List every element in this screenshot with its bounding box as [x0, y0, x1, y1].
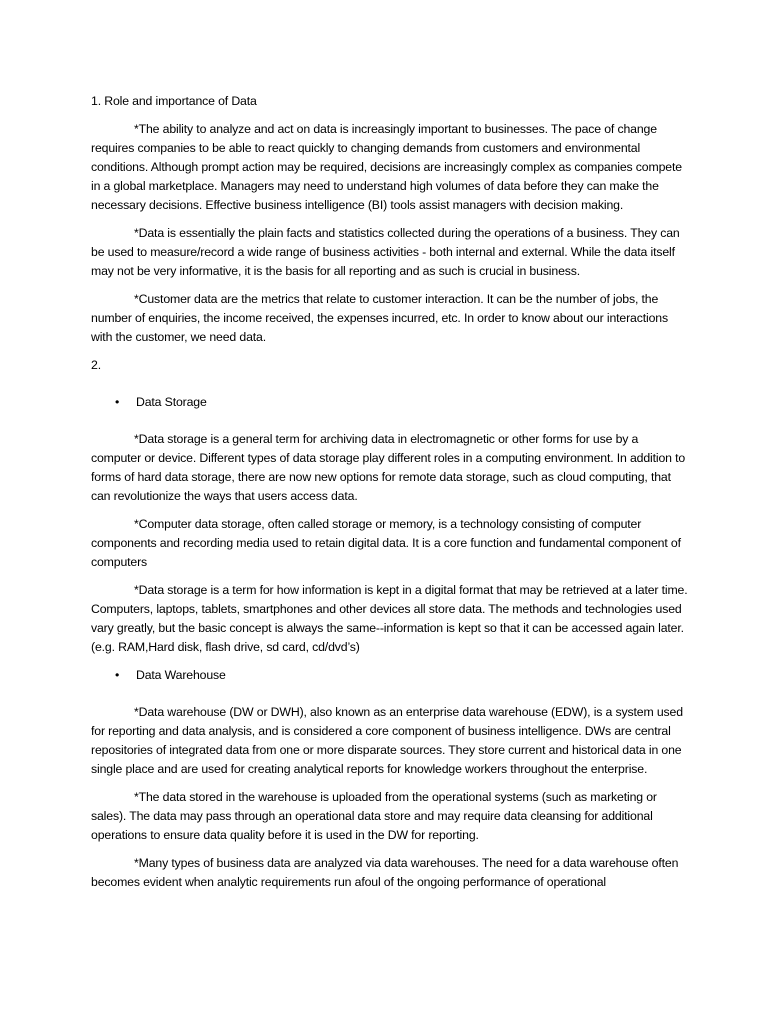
storage-paragraph-3: *Data storage is a term for how information is kept in a digital format that may be retrieved at a later time. Computers, laptops, tablets, smartphones and other devices all store data. The methods and technologies used vary greatly, but the basic concept is always the same--information is kept so that it can be accessed again later. (e.g. RAM,Hard disk, flash drive, sd card, cd/dvd’s)	[91, 583, 688, 654]
warehouse-paragraph-1: *Data warehouse (DW or DWH), also known as an enterprise data warehouse (EDW), is a system used for reporting and data analysis, and is considered a core component of business intelligence. DWs are central repositories of integrated data from one or more disparate sources. They store current and historical data in one single place and are used for creating analytical reports for knowledge workers throughout the enterprise.	[91, 705, 683, 776]
data-storage-bullet	[91, 393, 688, 412]
bullet-icon: •	[115, 668, 120, 682]
role-paragraph-3: *Customer data are the metrics that relate to customer interaction. It can be the number of jobs, the number of enquiries, the income received, the expenses incurred, etc. In order to know about our interactions with the customer, we need data.	[91, 292, 668, 344]
section-1-title: 1. Role and importance of Data	[91, 94, 257, 108]
role-paragraph-2: *Data is essentially the plain facts and statistics collected during the operations of a business. They can be used to measure/record a wide range of business activities - both internal and external. While the data itself may not be very informative, it is the basis for all reporting and as such is crucial in business.	[91, 226, 680, 278]
warehouse-paragraph-3: *Many types of business data are analyzed via data warehouses. The need for a data warehouse often becomes evident when analytic requirements run afoul of the ongoing performance of operational	[91, 856, 679, 889]
storage-paragraph-2: *Computer data storage, often called storage or memory, is a technology consisting of computer components and recording media used to retain digital data. It is a core function and fundamental component of computers	[91, 517, 681, 569]
data-warehouse-bullet	[91, 666, 688, 685]
storage-paragraph-1: *Data storage is a general term for archiving data in electromagnetic or other forms for use by a computer or device. Different types of data storage play different roles in a computing environment. In addition to forms of hard data storage, there are now new options for remote data storage, such as cloud computing, that can revolutionize the ways that users access data.	[91, 432, 686, 503]
role-paragraph-1: *The ability to analyze and act on data is increasingly important to businesses. The pace of change requires companies to be able to react quickly to changing demands from customers and environmental conditions. Although prompt action may be required, decisions are increasingly complex as companies compete in a global marketplace. Managers may need to understand high volumes of data before they can make the necessary decisions. Effective business intelligence (BI) tools assist managers with decision making.	[91, 122, 682, 212]
bullet-icon: •	[115, 395, 120, 409]
warehouse-paragraph-2: *The data stored in the warehouse is uploaded from the operational systems (such as marketing or sales). The data may pass through an operational data store and may require data cleansing for additional operations to ensure data quality before it is used in the DW for reporting.	[91, 790, 657, 842]
section-2-number: 2.	[91, 358, 101, 372]
data-storage-heading: Data Storage	[136, 395, 207, 409]
data-warehouse-heading: Data Warehouse	[136, 668, 226, 682]
